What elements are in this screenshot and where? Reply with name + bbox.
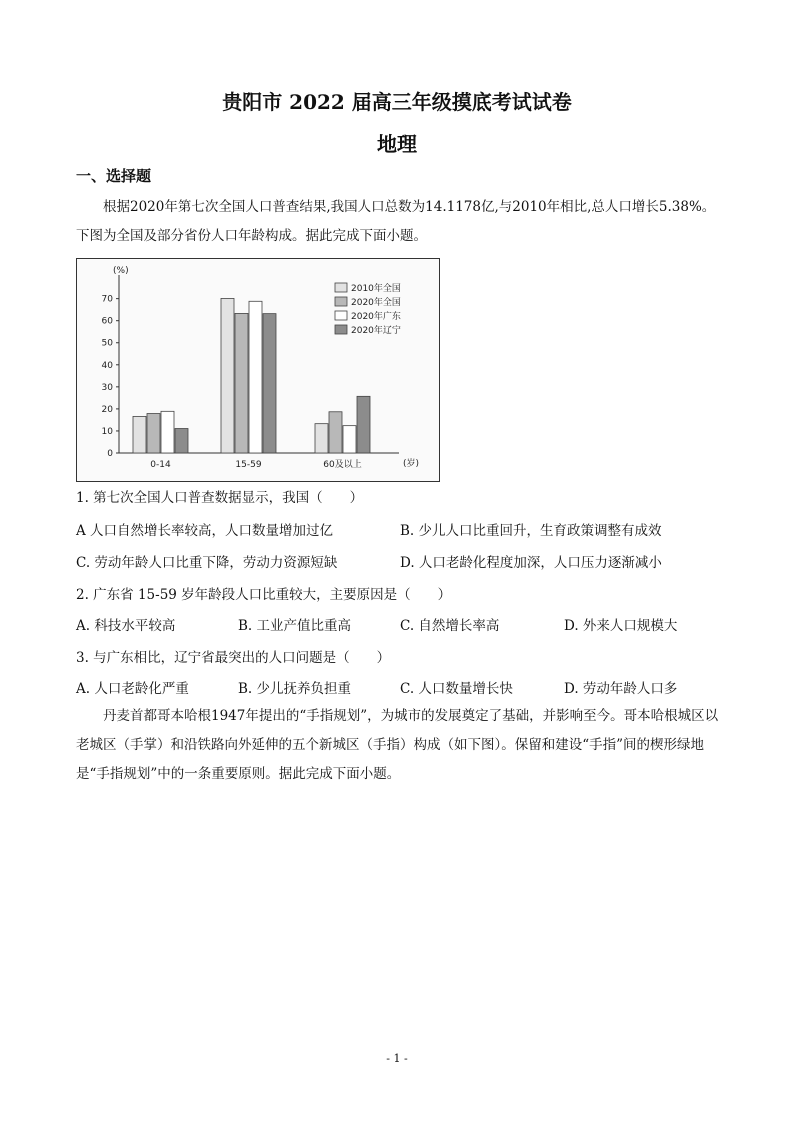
question-1-stem: 1. 第七次全国人口普查数据显示，我国（ ） xyxy=(76,490,364,506)
bar xyxy=(315,424,328,453)
y-tick-label: 20 xyxy=(101,404,113,415)
x-tick-label: 15-59 xyxy=(235,460,262,470)
y-tick-label: 10 xyxy=(101,426,113,437)
question-2-stem: 2. 广东省 15-59 岁年龄段人口比重较大，主要原因是（ ） xyxy=(76,587,452,603)
bar xyxy=(329,412,342,453)
age-structure-chart xyxy=(76,258,440,482)
y-tick-label: 40 xyxy=(101,360,113,371)
y-tick-label: 60 xyxy=(101,316,113,327)
legend-swatch xyxy=(335,325,347,334)
chart-svg xyxy=(77,259,439,481)
question-1-option-c[interactable]: C. 劳动年龄人口比重下降，劳动力资源短缺 xyxy=(76,555,338,571)
question-3-option-b[interactable]: B. 少儿抚养负担重 xyxy=(238,681,352,697)
legend-swatch xyxy=(335,311,347,320)
subject-title: 地理 xyxy=(377,132,417,156)
x-tick-label: 60及以上 xyxy=(323,460,362,470)
bar xyxy=(263,314,276,453)
question-3-stem: 3. 与广东相比，辽宁省最突出的人口问题是（ ） xyxy=(76,650,391,666)
question-3-option-d[interactable]: D. 劳动年龄人口多 xyxy=(564,681,678,697)
x-tick-label: 0-14 xyxy=(150,460,171,470)
question-3-option-c[interactable]: C. 人口数量增长快 xyxy=(400,681,513,697)
bar xyxy=(161,411,174,453)
question-2-option-c[interactable]: C. 自然增长率高 xyxy=(400,618,500,634)
question-2-option-d[interactable]: D. 外来人口规模大 xyxy=(564,618,678,634)
y-tick-label: 0 xyxy=(107,449,113,459)
question-1-option-d[interactable]: D. 人口老龄化程度加深，人口压力逐渐减小 xyxy=(400,555,662,571)
legend-label: 2010年全国 xyxy=(351,284,401,294)
legend-label: 2020年全国 xyxy=(351,298,401,308)
y-axis-label: (%) xyxy=(113,266,129,276)
question-2-option-a[interactable]: A. 科技水平较高 xyxy=(76,618,176,634)
question-1-option-a[interactable]: A 人口自然增长率较高，人口数量增加过亿 xyxy=(76,523,334,539)
y-tick-label: 50 xyxy=(101,338,113,349)
page-number: - 1 - xyxy=(386,1052,408,1065)
bar xyxy=(249,301,262,453)
x-axis-label: (岁) xyxy=(403,459,420,469)
y-tick-label: 30 xyxy=(101,382,113,393)
copenhagen-paragraph: 丹麦首都哥本哈根1947年提出的“手指规划”，为城市的发展奠定了基础，并影响至今。哥本哈根城区以老城区（手掌）和沿铁路向外延伸的五个新城区（手指）构成（如下图）。保留和建设“手指”间的楔形绿地是“手指规划”中的一条重要原则。据此完成下面小题。 xyxy=(76,708,719,782)
bar xyxy=(235,313,248,453)
legend-swatch xyxy=(335,283,347,292)
bar xyxy=(221,298,234,453)
question-3-option-a[interactable]: A. 人口老龄化严重 xyxy=(76,681,189,697)
question-2-option-b[interactable]: B. 工业产值比重高 xyxy=(238,618,352,634)
legend-swatch xyxy=(335,297,347,306)
bar xyxy=(343,426,356,453)
intro-paragraph: 根据2020年第七次全国人口普查结果,我国人口总数为14.1178亿,与2010年相比,总人口增长5.38%。下图为全国及部分省份人口年龄构成。据此完成下面小题。 xyxy=(76,199,716,244)
page-title: 贵阳市 2022 届高三年级摸底考试试卷 xyxy=(222,90,572,114)
question-1-option-b[interactable]: B. 少儿人口比重回升，生育政策调整有成效 xyxy=(400,523,662,539)
bar xyxy=(357,396,370,453)
legend-label: 2020年辽宁 xyxy=(351,326,401,336)
bar xyxy=(133,416,146,453)
section-heading: 一、选择题 xyxy=(76,167,152,185)
y-tick-label: 70 xyxy=(101,294,113,305)
bar xyxy=(147,414,160,453)
bar xyxy=(175,429,188,453)
legend-label: 2020年广东 xyxy=(351,312,401,322)
